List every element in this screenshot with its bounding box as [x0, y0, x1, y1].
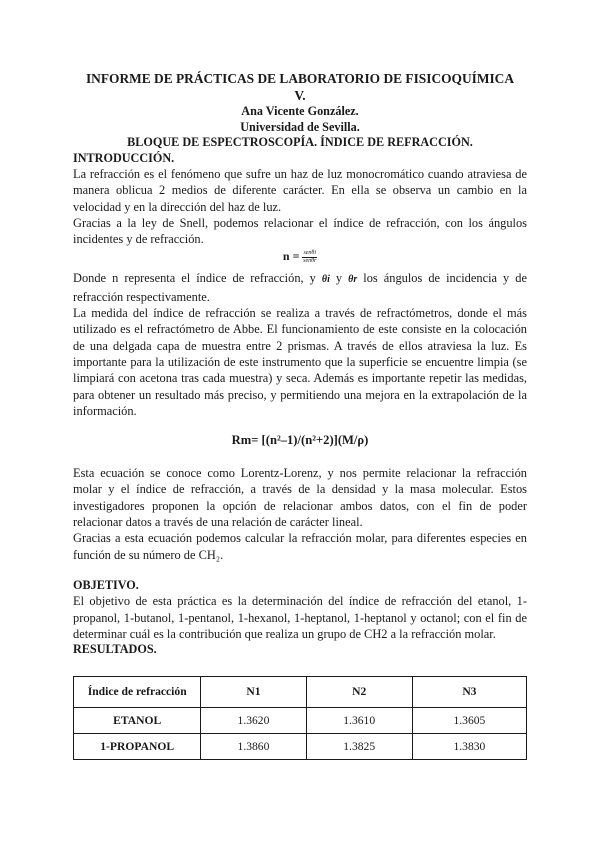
results-heading: RESULTADOS. [73, 642, 157, 657]
objective-paragraph: El objetivo de esta práctica es la determinación del índice de refracción del etanol, 1-propanol, 1-butanol, 1-pentanol, 1-hexanol, 1-heptanol, 1-heptanol y octanol; con el fin de determinar cuál es la contribución que realiza un grupo de CH2 a la refracción molar. [73, 594, 527, 642]
intro-paragraph-1: La refracción es el fenómeno que sufre un haz de luz monocromático cuando atraviesa de manera oblicua 2 medios de diferente carácter. En ella se observa un cambio en la velocidad y en la dirección del haz de luz. [73, 167, 527, 214]
p3-part-c: los ángulos de incidencia y de refracción respectivamente. [73, 271, 527, 304]
author-name: Ana Vicente González. [241, 104, 359, 118]
document-page [73, 70, 527, 760]
results-table [73, 676, 527, 760]
intro-paragraph-4: La medida del índice de refracción se realiza a través de refractómetros, donde el más utilizado es el refractómetro de Abbe. El funcionamiento de este consiste en la colocación de una delgada capa de muestra entre 2 prismas. A través de ellos atraviesa la luz. Es importante para la utilización de este instrumento que la superficie se encuentre limpia (se limpiará con acetona tras cada muestra) y seca. Además es importante repetir las medidas, para obtener un resultado más preciso, y permitiendo una mejora en la extrapolación de la información. [73, 306, 527, 418]
intro-paragraph-5: Esta ecuación se conoce como Lorentz-Lorenz, y nos permite relacionar la refracción molar y el índice de refracción, a través de la densidad y la masa molecular. Estos investigadores proponen la opción de relacionar ambos datos, con el fin de poder relacionar datos a través de una relación de carácter lineal. [73, 466, 527, 530]
p3-part-a: Donde n representa el índice de refracción, y [73, 271, 322, 286]
intro-paragraph-3 [73, 270, 527, 305]
report-title-line2: V. [294, 88, 306, 103]
intro-paragraph-6: Gracias a esta ecuación podemos calcular la refracción molar, para diferentes especies en función de su número de CH₂. [73, 531, 527, 562]
table-row [74, 733, 527, 759]
institution: Universidad de Sevilla. [240, 119, 360, 134]
section-spacer [73, 563, 527, 578]
snell-numerator: senθi [303, 250, 317, 257]
table-header: N3 [412, 676, 526, 707]
intro-paragraph-2: Gracias a la ley de Snell, podemos relacionar el índice de refracción, con los ángulos incidentes y de refracción. [73, 215, 527, 247]
intro-heading: INTRODUCCIÓN. [73, 150, 175, 165]
lorentz-lorenz-formula: Rm= [(n²–1)/(n²+2)](M/ρ) [231, 433, 369, 448]
theta-r-symbol: θr [348, 274, 358, 286]
table-header: N2 [306, 676, 412, 707]
table-cell: 1.3605 [412, 707, 526, 733]
table-row [74, 707, 527, 733]
table-header: Índice de refracción [74, 676, 201, 707]
table-cell: 1.3610 [306, 707, 412, 733]
theta-i-symbol: θi [321, 274, 330, 286]
table-cell: 1-PROPANOL [74, 733, 201, 759]
table-cell: 1.3620 [201, 707, 306, 733]
objective-heading: OBJETIVO. [73, 577, 139, 592]
table-cell: 1.3860 [201, 733, 306, 759]
snell-fraction [302, 250, 317, 265]
table-cell: 1.3830 [412, 733, 526, 759]
snell-denominator: senθr [303, 258, 317, 265]
table-header-row [74, 676, 527, 707]
table-cell: 1.3825 [306, 733, 412, 759]
block-title: BLOQUE DE ESPECTROSCOPÍA. ÍNDICE DE REFRACCIÓN. [127, 135, 473, 149]
p3-part-b: y [329, 271, 349, 286]
snell-lhs: n = [282, 249, 300, 264]
table-cell: ETANOL [74, 707, 201, 733]
table-header: N1 [201, 676, 306, 707]
report-title-line1: INFORME DE PRÁCTICAS DE LABORATORIO DE FISICOQUÍMICA [85, 71, 515, 86]
snell-formula [73, 249, 527, 267]
